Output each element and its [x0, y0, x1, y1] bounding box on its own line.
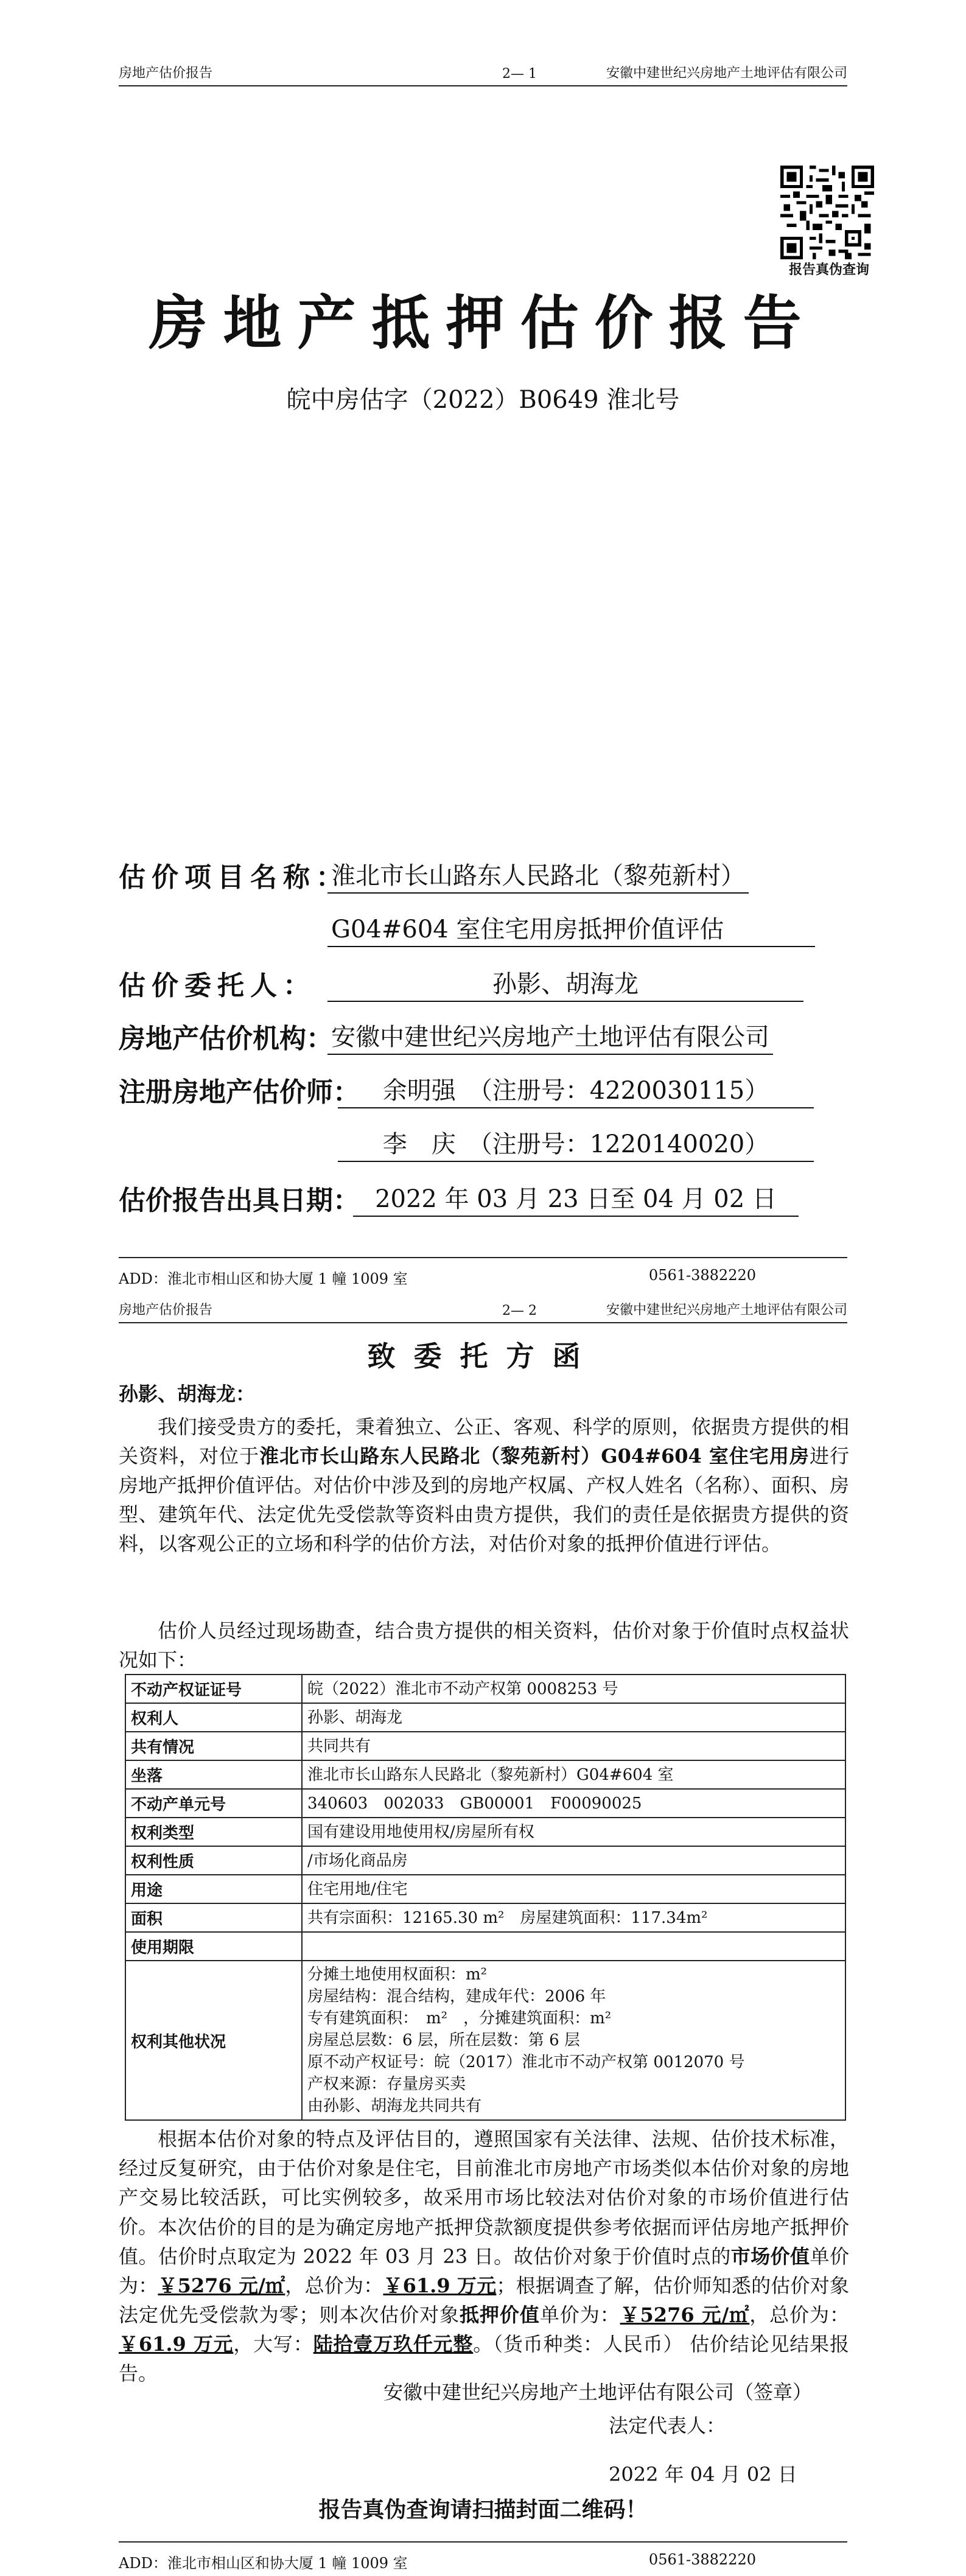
issue-date-label: 估价报告出具日期：: [119, 1185, 360, 1216]
document-number: 皖中房估字（2022）B0649 淮北号: [286, 386, 680, 414]
para4-mortgage-value-label: 抵押价值: [460, 2303, 540, 2326]
table-key: 不动产单元号: [125, 1789, 302, 1818]
appraiser-label: 注册房地产估价师：: [119, 1077, 360, 1108]
header-company: 安徽中建世纪兴房地产土地评估有限公司: [606, 66, 847, 81]
table-key: 使用期限: [125, 1932, 302, 1961]
table-key: 权利性质: [125, 1846, 302, 1875]
table-key: 权利人: [125, 1703, 302, 1732]
amount-in-words: 陆拾壹万玖仟元整: [313, 2333, 474, 2356]
para1-text-c: 进行房地产抵押价值评估。对估价中涉及到的房地产权属、产权人姓名（名称）、面积、房型、建筑年代、法定优先受偿款等资料由贵方提供，我们的责任是依据贵方提供的资料，以客观公正的立场和科学的估价方法，对估价对象的抵押价值进行评估。: [119, 1444, 850, 1555]
project-name-line2: G04#604 室住宅用房抵押价值评估: [327, 910, 815, 947]
table-key: 用途: [125, 1875, 302, 1903]
other-status-cell: [302, 1961, 845, 2120]
issue-date-value: 2022 年 03 月 23 日至 04 月 02 日: [353, 1180, 799, 1217]
other-status-line: 由孙影、胡海龙共同共有: [307, 2097, 482, 2115]
appraiser-1: 余明强 （注册号：4220030115）: [338, 1071, 814, 1108]
table-value: 国有建设用地使用权/房屋所有权: [302, 1818, 845, 1846]
footer-phone: 0561-3882220: [648, 1267, 756, 1284]
other-status-line: 分摊土地使用权面积：m²: [307, 1965, 488, 1984]
qr-caption: 报告真伪查询: [788, 262, 869, 278]
signature-company: 安徽中建世纪兴房地产土地评估有限公司（签章）: [383, 2381, 813, 2404]
table-row: [125, 1875, 845, 1903]
table-key: 坐落: [125, 1760, 302, 1789]
appraiser-2: 李 庆 （注册号：1220140020）: [338, 1125, 814, 1162]
salutation: 孙影、胡海龙：: [119, 1382, 256, 1405]
table-row: [125, 1903, 845, 1932]
para4-market-value-label: 市场价值: [730, 2245, 810, 2268]
page-header: [119, 61, 847, 86]
table-key: 共有情况: [125, 1732, 302, 1760]
footer-address: ADD：淮北市相山区和协大厦 1 幢 1009 室: [119, 1270, 408, 1287]
signature-date: 2022 年 04 月 02 日: [609, 2463, 797, 2486]
table-value: 孙影、胡海龙: [302, 1703, 845, 1732]
table-row: [125, 1732, 845, 1760]
table-value: [302, 1932, 845, 1961]
table-value: 共有宗面积：12165.30 m² 房屋建筑面积：117.34m²: [302, 1903, 845, 1932]
market-total-price: ￥61.9 万元: [383, 2274, 497, 2297]
table-key: 权利类型: [125, 1818, 302, 1846]
header-left: 房地产估价报告: [119, 1303, 213, 1318]
agency-label: 房地产估价机构：: [119, 1023, 333, 1054]
client-label: 估价委托人：: [119, 970, 316, 1001]
property-rights-table: [125, 1674, 846, 2121]
other-status-line: 房屋总层数：6 层，所在层数：第 6 层: [307, 2031, 580, 2049]
letter-page: [0, 1290, 966, 2576]
table-row: [125, 1675, 845, 1703]
paragraph-4: [119, 2213, 849, 2388]
table-key: 不动产权证证号: [125, 1675, 302, 1703]
table-row: [125, 1789, 845, 1818]
header-page-number: 2— 2: [502, 1303, 537, 1318]
para4-text-c: 单价为：: [119, 2245, 849, 2297]
project-name-line1: 淮北市长山路东人民路北（黎苑新村）: [327, 856, 749, 894]
para4-text-e: ，总价为：: [285, 2274, 383, 2297]
mortgage-unit-price: ￥5276 元/㎡: [620, 2303, 750, 2326]
qr-code-icon[interactable]: [780, 166, 874, 259]
para4-text-i: 单价为：: [539, 2303, 620, 2326]
paragraph-1: [119, 1412, 849, 1558]
header-company: 安徽中建世纪兴房地产土地评估有限公司: [606, 1303, 847, 1318]
mortgage-total-price: ￥61.9 万元: [119, 2333, 234, 2356]
header-left: 房地产估价报告: [119, 66, 213, 81]
table-row: [125, 1703, 845, 1732]
market-unit-price: ￥5276 元/㎡: [158, 2274, 285, 2297]
client-value: 孙影、胡海龙: [327, 965, 803, 1002]
table-value: 340603 002033 GB00001 F00090025: [302, 1789, 845, 1818]
page-footer: [119, 1257, 847, 1287]
other-status-line: 房屋结构：混合结构，建成年代：2006 年: [307, 1987, 606, 2006]
legal-representative: 法定代表人：: [609, 2414, 726, 2437]
table-row: [125, 1818, 845, 1846]
para1-text-a: 我们接受贵方的委托，秉着独立、公正、客观、科学的原则，依据贵方提供的相关资料，对位于: [119, 1415, 849, 1468]
header-page-number: 2— 1: [502, 66, 537, 82]
table-key: 面积: [125, 1903, 302, 1932]
footer-phone: 0561-3882220: [648, 2551, 756, 2568]
table-value: /市场化商品房: [302, 1846, 845, 1875]
para4-text-o: 。（货币种类：人民币） 估价结论见结果报告。: [119, 2333, 849, 2385]
para4-text-m: ，大写：: [233, 2333, 313, 2356]
table-value: 住宅用地/住宅: [302, 1875, 845, 1903]
page-header: [119, 1298, 847, 1323]
table-value: 共同共有: [302, 1732, 845, 1760]
letter-title: 致委托方函: [367, 1340, 599, 1373]
other-status-line: 产权来源：存量房买卖: [307, 2075, 466, 2093]
table-row: [125, 1760, 845, 1789]
page-footer: [119, 2541, 847, 2572]
table-row: [125, 1932, 845, 1961]
para1-property-address: 淮北市长山路东人民路北（黎苑新村）G04#604 室住宅用房: [259, 1444, 810, 1468]
table-value: 皖（2022）淮北市不动产权第 0008253 号: [302, 1675, 845, 1703]
verification-notice: 报告真伪查询请扫描封面二维码！: [318, 2497, 648, 2522]
para4-text-g: ；根据调查了解，估价师知悉的估价对象法定优先受偿款为零；则本次估价对象: [119, 2274, 849, 2326]
table-value: 淮北市长山路东人民路北（黎苑新村）G04#604 室: [302, 1760, 845, 1789]
paragraph-2: 估价人员经过现场勘查，结合贵方提供的相关资料，估价对象于价值时点权益状况如下：: [119, 1619, 849, 1671]
other-status-line: 原不动产权证号：皖（2017）淮北市不动产权第 0012070 号: [307, 2053, 745, 2071]
table-key: 权利其他状况: [125, 1961, 302, 2120]
footer-address: ADD：淮北市相山区和协大厦 1 幢 1009 室: [119, 2555, 408, 2572]
other-status-line: 专有建筑面积： m² ，分摊建筑面积：m²: [307, 2009, 612, 2028]
table-row: [125, 1961, 845, 2120]
para4-text-a: 本次估价的目的是为确定房地产抵押贷款额度提供参考依据而评估房地产抵押价值。估价时点取定为 2022 年 03 月 23 日。故估价对象于价值时点的: [119, 2216, 849, 2268]
project-name-label: 估价项目名称：: [119, 862, 349, 893]
report-title: 房地产抵押估价报告: [149, 289, 817, 357]
para4-text-k: ，总价为：: [749, 2303, 849, 2326]
agency-value: 安徽中建世纪兴房地产土地评估有限公司: [327, 1018, 773, 1055]
paragraph-3: 根据本估价对象的特点及评估目的，遵照国家有关法律、法规、估价技术标准，经过反复研究，由于估价对象是住宅，目前淮北市房地产市场类似本估价对象的房地产交易比较活跃，可比实例较多，故采用市场比较法对估价对象的市场价值进行估价。: [119, 2127, 849, 2238]
table-row: [125, 1846, 845, 1875]
